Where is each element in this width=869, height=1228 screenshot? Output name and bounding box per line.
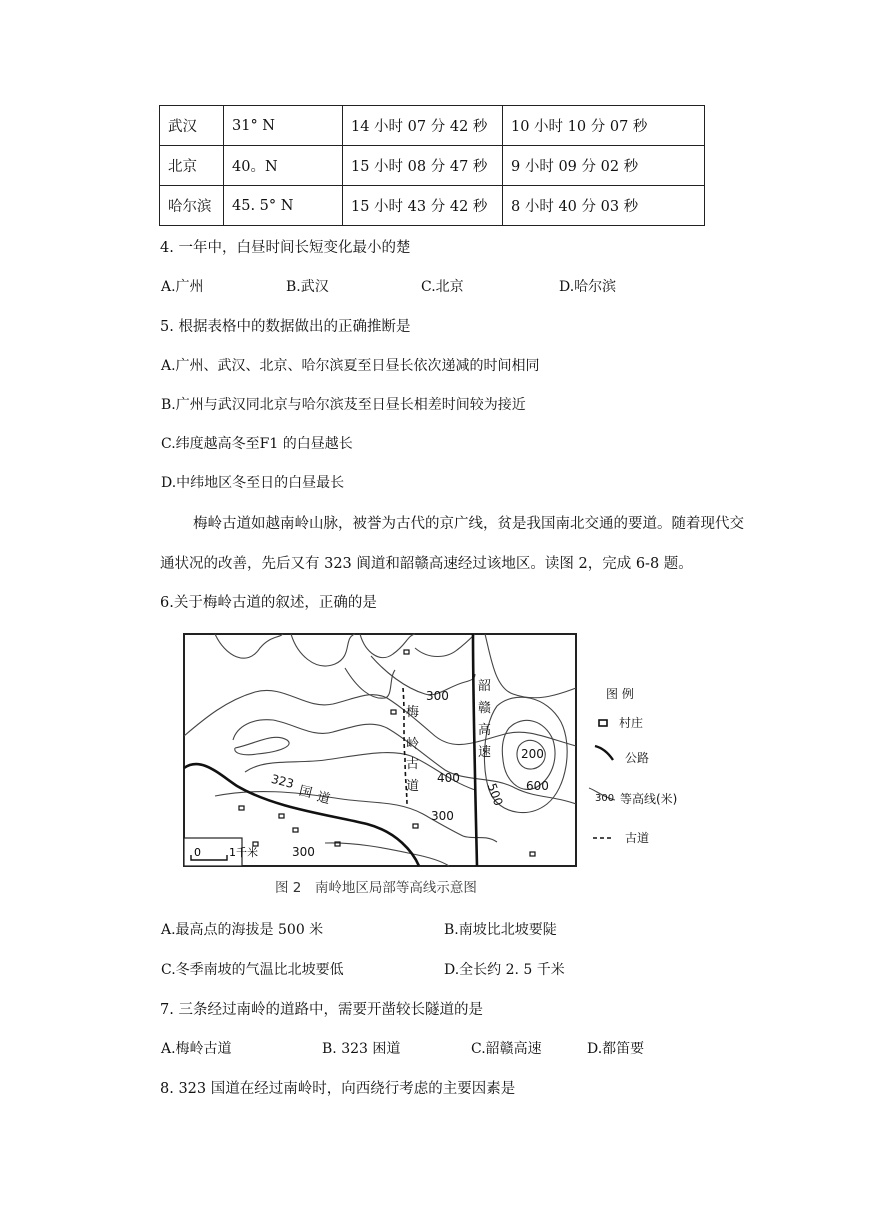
q7-option-b: B. 323 困道 bbox=[322, 1041, 401, 1057]
meiling-label-char: 梅 bbox=[406, 705, 420, 720]
national-road-char: 道 bbox=[315, 789, 332, 808]
table-cell: 北京 bbox=[160, 146, 224, 186]
map-legend bbox=[589, 686, 677, 845]
q5-option-b: B.广州与武汉同北京与哈尔滨芨至日昼长相差时间较为接近 bbox=[161, 397, 526, 413]
contour-label: 300 bbox=[426, 689, 449, 703]
contour-line bbox=[325, 843, 449, 866]
q6-option-a: A.最高点的海拔是 500 米 bbox=[161, 922, 324, 938]
village-icon bbox=[413, 824, 418, 828]
contour-line bbox=[485, 634, 576, 698]
roads bbox=[184, 634, 477, 866]
q4-option-a: A.广州 bbox=[161, 279, 204, 295]
q5-option-d: D.中纬地区冬至日的白昼最长 bbox=[161, 475, 345, 491]
table-cell: 9 小时 09 分 02 秒 bbox=[503, 146, 705, 186]
table-cell: 31° N bbox=[224, 106, 343, 146]
contour-label: 300 bbox=[292, 845, 315, 859]
table-cell: 15 小时 43 分 42 秒 bbox=[343, 186, 503, 226]
q7-option-c: C.韶赣高速 bbox=[471, 1041, 542, 1057]
village-icon bbox=[239, 806, 244, 810]
table-row bbox=[160, 186, 705, 226]
highway-label-char: 韶 bbox=[478, 679, 492, 694]
question-6-stem: 6.关于梅岭古道的叙述，正确的是 bbox=[160, 595, 377, 611]
q4-option-d: D.哈尔滨 bbox=[559, 279, 617, 295]
latitude-daylength-table bbox=[159, 105, 705, 226]
table-row bbox=[160, 146, 705, 186]
question-4-stem: 4. 一年中，白昼时间长短变化最小的楚 bbox=[160, 240, 411, 256]
contour-map-figure bbox=[175, 628, 685, 900]
q7-option-d: D.都笛要 bbox=[587, 1041, 645, 1057]
meiling-label-char: 道 bbox=[406, 779, 420, 794]
village-legend-icon bbox=[599, 720, 607, 726]
contour-line bbox=[415, 634, 475, 657]
q6-option-c: C.冬季南坡的气温比北坡要低 bbox=[161, 962, 344, 978]
question-5-stem: 5. 根据表格中的数据做出的正确推断是 bbox=[160, 319, 411, 335]
legend-title: 图 例 bbox=[606, 687, 634, 701]
contour-line bbox=[371, 656, 475, 695]
shaogan-expressway-line bbox=[473, 634, 477, 866]
table-cell: 10 小时 10 分 07 秒 bbox=[503, 106, 705, 146]
q4-option-b: B.武汉 bbox=[286, 279, 329, 295]
contour-line bbox=[235, 737, 289, 754]
legend-item-village: 村庄 bbox=[619, 716, 644, 730]
village-icon bbox=[335, 842, 340, 846]
legend-item-ancient-road: 古道 bbox=[625, 831, 650, 845]
table-row bbox=[160, 106, 705, 146]
question-7-stem: 7. 三条经过南岭的道路中，需要开凿较长隧道的是 bbox=[160, 1002, 483, 1018]
table-cell: 武汉 bbox=[160, 106, 224, 146]
contour-label: 300 bbox=[431, 809, 454, 823]
q5-option-c: C.纬度越高冬至F1 的白昼越长 bbox=[161, 436, 353, 452]
contour-line bbox=[215, 789, 497, 842]
scale-label-end: 1千米 bbox=[229, 846, 258, 859]
village-icon bbox=[279, 814, 284, 818]
table-cell: 45. 5° N bbox=[224, 186, 343, 226]
table-cell: 8 小时 40 分 03 秒 bbox=[503, 186, 705, 226]
table-cell: 15 小时 08 分 47 秒 bbox=[343, 146, 503, 186]
figure-caption: 图 2 南岭地区局部等高线示意图 bbox=[275, 880, 477, 896]
village-icon bbox=[404, 650, 409, 654]
village-icon bbox=[293, 828, 298, 832]
contour-line bbox=[184, 690, 576, 746]
q5-option-a: A.广州、武汉、北京、哈尔滨夏至日昼长依次递减的时间相同 bbox=[161, 358, 540, 374]
passage-line-1: 梅岭古道如越南岭山脉，被誉为古代的京广线，贫是我国南北交通的要道。随着现代交 bbox=[193, 516, 744, 532]
table-cell: 14 小时 07 分 42 秒 bbox=[343, 106, 503, 146]
highway-label-char: 高 bbox=[478, 723, 492, 738]
legend-item-contour: 等高线(米) bbox=[620, 792, 678, 806]
contour-line bbox=[291, 634, 355, 666]
national-road-number: 323 bbox=[269, 771, 296, 791]
q7-option-a: A.梅岭古道 bbox=[161, 1041, 232, 1057]
highway-label-char: 速 bbox=[478, 745, 492, 760]
legend-contour-sample: 300 bbox=[595, 793, 615, 804]
highway-label-char: 赣 bbox=[478, 701, 492, 716]
contour-lines bbox=[184, 634, 576, 866]
contour-label: 500 bbox=[484, 781, 506, 808]
table-cell: 哈尔滨 bbox=[160, 186, 224, 226]
legend-item-road: 公路 bbox=[625, 751, 650, 765]
passage-line-2: 通状况的改善，先后又有 323 阆道和韶赣高速经过该地区。读图 2，完成 6-8 题。 bbox=[160, 556, 693, 572]
question-8-stem: 8. 323 国道在经过南岭时，向西绕行考虑的主要因素是 bbox=[160, 1081, 516, 1097]
table-cell: 40。N bbox=[224, 146, 343, 186]
scale-label-start: 0 bbox=[194, 846, 201, 859]
meiling-label-char: 岭 bbox=[406, 737, 420, 752]
meiling-label-char: 古 bbox=[406, 757, 420, 772]
contour-label: 600 bbox=[526, 779, 549, 793]
national-road-char: 国 bbox=[297, 783, 314, 802]
q6-option-b: B.南坡比北坡要陡 bbox=[444, 922, 557, 938]
village-icon bbox=[530, 852, 535, 856]
village-icon bbox=[391, 710, 396, 714]
contour-label: 200 bbox=[521, 747, 544, 761]
road-legend-icon bbox=[595, 746, 613, 760]
contour-line bbox=[215, 634, 283, 658]
q4-option-c: C.北京 bbox=[421, 279, 464, 295]
q6-option-d: D.全长约 2. 5 千米 bbox=[444, 962, 565, 978]
scale-bar bbox=[184, 838, 258, 866]
contour-label: 400 bbox=[437, 771, 460, 785]
